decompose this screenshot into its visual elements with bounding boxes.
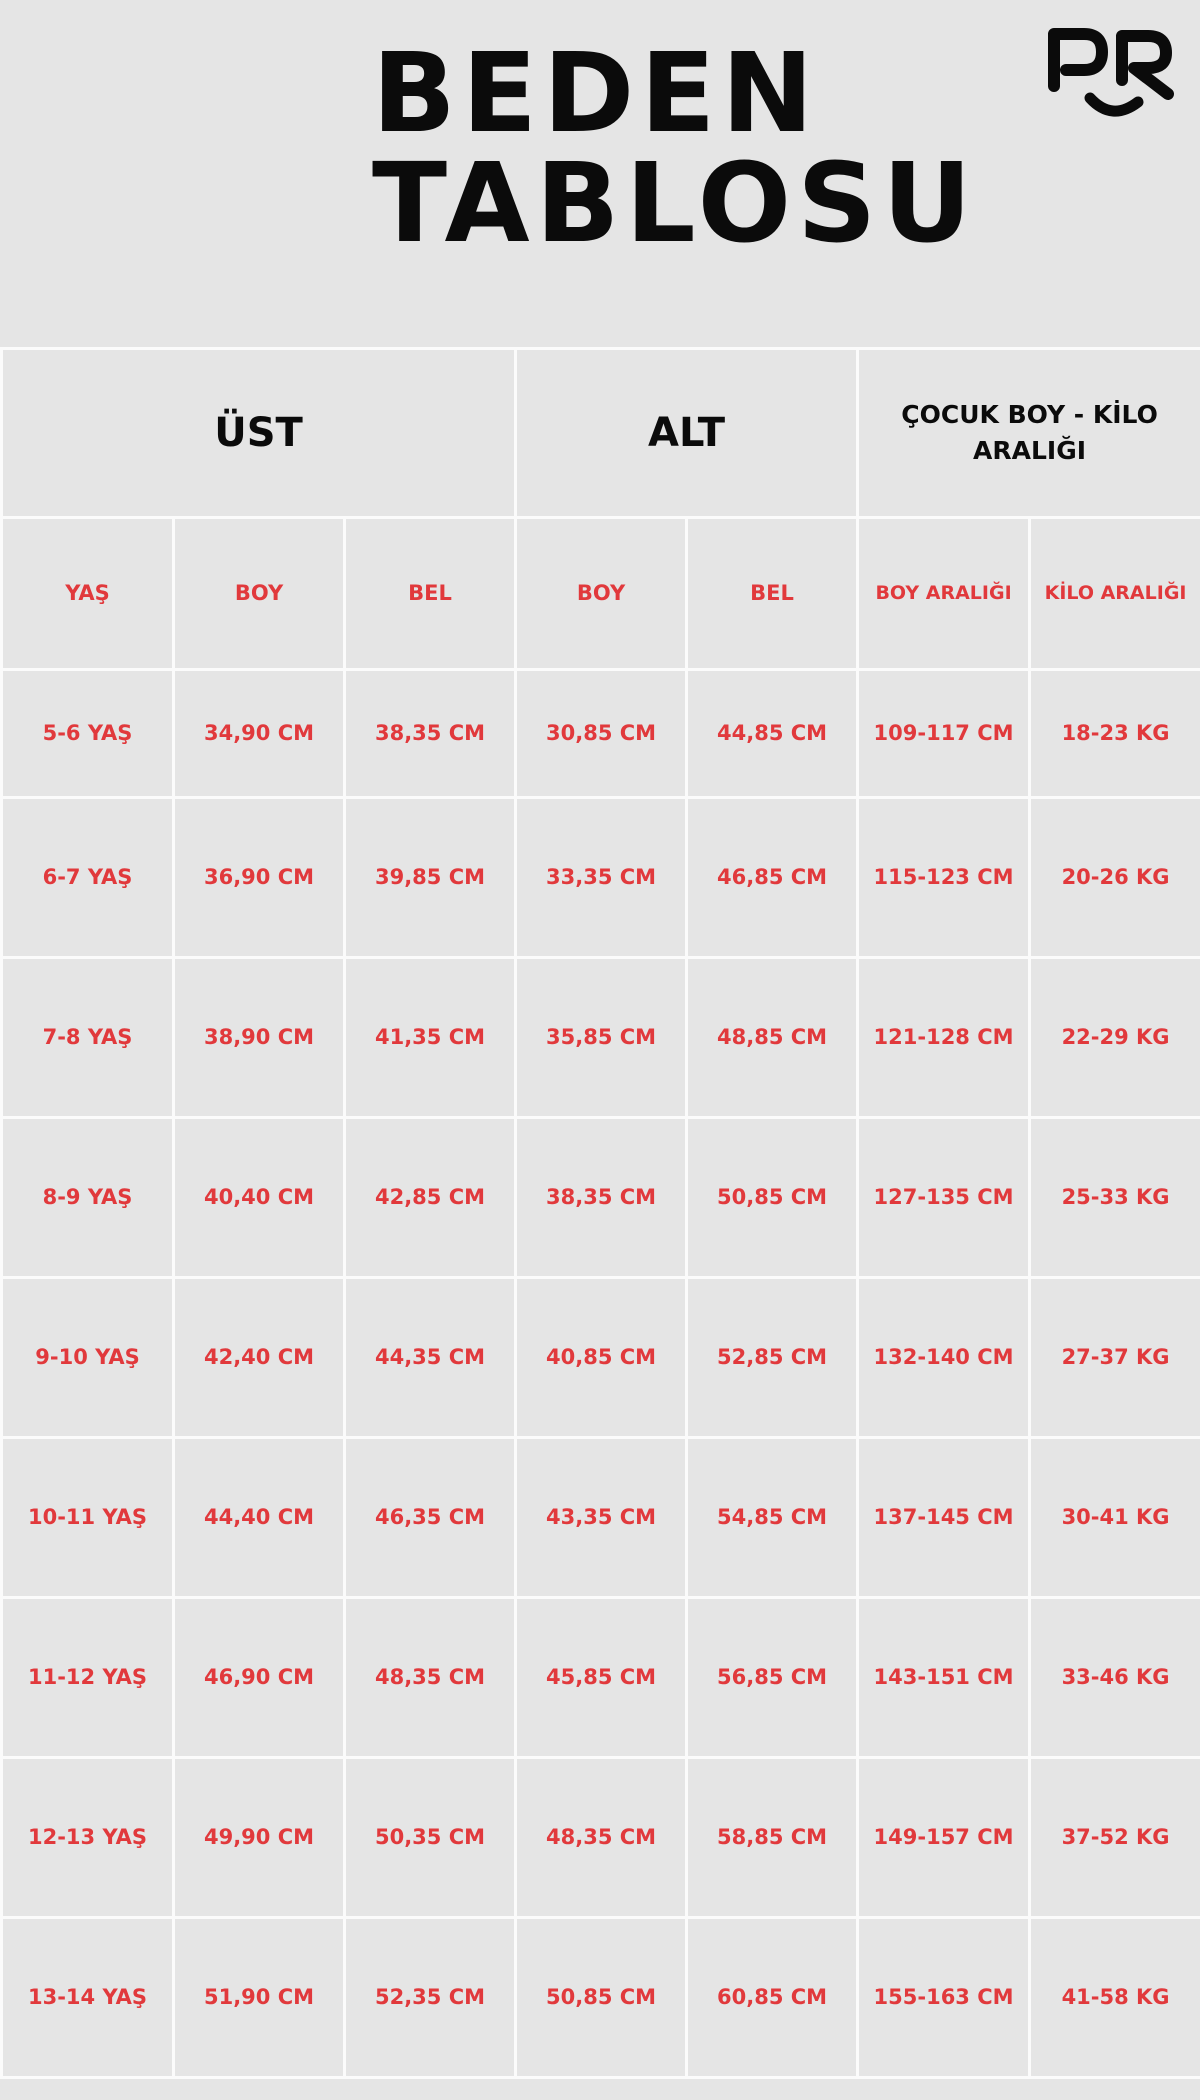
- table-row: [2, 798, 1200, 958]
- ust-boy-cell: 51,90 CM: [174, 1918, 345, 2078]
- kilo-araligi-cell: 25-33 KG: [1030, 1118, 1200, 1278]
- kilo-araligi-cell: 33-46 KG: [1030, 1598, 1200, 1758]
- ust-bel-cell: 50,35 CM: [345, 1758, 516, 1918]
- size-chart-table: [0, 347, 1200, 2079]
- boy-araligi-cell: 132-140 CM: [858, 1278, 1030, 1438]
- age-cell: 5-6 YAŞ: [2, 670, 174, 798]
- column-header-alt-boy: BOY: [516, 518, 687, 670]
- column-header-alt-bel: BEL: [687, 518, 858, 670]
- kilo-araligi-cell: 30-41 KG: [1030, 1438, 1200, 1598]
- column-header-kilo-araligi: KİLO ARALIĞI: [1030, 518, 1200, 670]
- ust-boy-cell: 34,90 CM: [174, 670, 345, 798]
- kilo-araligi-cell: 37-52 KG: [1030, 1758, 1200, 1918]
- alt-boy-cell: 43,35 CM: [516, 1438, 687, 1598]
- column-header-boy-araligi: BOY ARALIĞI: [858, 518, 1030, 670]
- table-row: [2, 1278, 1200, 1438]
- ust-boy-cell: 40,40 CM: [174, 1118, 345, 1278]
- group-header-ust: ÜST: [2, 349, 516, 518]
- table-row: [2, 1918, 1200, 2078]
- table-row: [2, 958, 1200, 1118]
- alt-bel-cell: 52,85 CM: [687, 1278, 858, 1438]
- page-title: [372, 29, 978, 267]
- column-header-row: [2, 518, 1200, 670]
- boy-araligi-cell: 115-123 CM: [858, 798, 1030, 958]
- boy-araligi-cell: 143-151 CM: [858, 1598, 1030, 1758]
- ust-bel-cell: 41,35 CM: [345, 958, 516, 1118]
- boy-araligi-cell: 155-163 CM: [858, 1918, 1030, 2078]
- ust-boy-cell: 46,90 CM: [174, 1598, 345, 1758]
- ust-bel-cell: 38,35 CM: [345, 670, 516, 798]
- ust-bel-cell: 46,35 CM: [345, 1438, 516, 1598]
- alt-boy-cell: 50,85 CM: [516, 1918, 687, 2078]
- age-cell: 11-12 YAŞ: [2, 1598, 174, 1758]
- ust-boy-cell: 49,90 CM: [174, 1758, 345, 1918]
- alt-boy-cell: 48,35 CM: [516, 1758, 687, 1918]
- age-cell: 6-7 YAŞ: [2, 798, 174, 958]
- boy-araligi-cell: 127-135 CM: [858, 1118, 1030, 1278]
- alt-boy-cell: 35,85 CM: [516, 958, 687, 1118]
- age-cell: 8-9 YAŞ: [2, 1118, 174, 1278]
- alt-boy-cell: 33,35 CM: [516, 798, 687, 958]
- kilo-araligi-cell: 22-29 KG: [1030, 958, 1200, 1118]
- alt-bel-cell: 56,85 CM: [687, 1598, 858, 1758]
- ust-boy-cell: 36,90 CM: [174, 798, 345, 958]
- age-cell: 10-11 YAŞ: [2, 1438, 174, 1598]
- ust-boy-cell: 44,40 CM: [174, 1438, 345, 1598]
- alt-boy-cell: 30,85 CM: [516, 670, 687, 798]
- alt-bel-cell: 50,85 CM: [687, 1118, 858, 1278]
- alt-bel-cell: 54,85 CM: [687, 1438, 858, 1598]
- boy-araligi-cell: 137-145 CM: [858, 1438, 1030, 1598]
- table-row: [2, 1118, 1200, 1278]
- column-header-ust-boy: BOY: [174, 518, 345, 670]
- ust-boy-cell: 38,90 CM: [174, 958, 345, 1118]
- age-cell: 9-10 YAŞ: [2, 1278, 174, 1438]
- page-title-line-2: TABLOSU: [372, 139, 978, 267]
- alt-bel-cell: 60,85 CM: [687, 1918, 858, 2078]
- alt-bel-cell: 46,85 CM: [687, 798, 858, 958]
- pr-logo-icon: [1040, 22, 1180, 126]
- kilo-araligi-cell: 27-37 KG: [1030, 1278, 1200, 1438]
- ust-bel-cell: 52,35 CM: [345, 1918, 516, 2078]
- column-header-ust-bel: BEL: [345, 518, 516, 670]
- ust-bel-cell: 39,85 CM: [345, 798, 516, 958]
- table-row: [2, 1758, 1200, 1918]
- table-row: [2, 1438, 1200, 1598]
- ust-bel-cell: 48,35 CM: [345, 1598, 516, 1758]
- group-header-row: [2, 349, 1200, 518]
- table-row: [2, 670, 1200, 798]
- alt-bel-cell: 48,85 CM: [687, 958, 858, 1118]
- ust-bel-cell: 44,35 CM: [345, 1278, 516, 1438]
- boy-araligi-cell: 109-117 CM: [858, 670, 1030, 798]
- column-header-yas: YAŞ: [2, 518, 174, 670]
- table-row: [2, 1598, 1200, 1758]
- age-cell: 13-14 YAŞ: [2, 1918, 174, 2078]
- alt-boy-cell: 40,85 CM: [516, 1278, 687, 1438]
- alt-bel-cell: 44,85 CM: [687, 670, 858, 798]
- kilo-araligi-cell: 20-26 KG: [1030, 798, 1200, 958]
- ust-boy-cell: 42,40 CM: [174, 1278, 345, 1438]
- boy-araligi-cell: 149-157 CM: [858, 1758, 1030, 1918]
- kilo-araligi-cell: 18-23 KG: [1030, 670, 1200, 798]
- ust-bel-cell: 42,85 CM: [345, 1118, 516, 1278]
- kilo-araligi-cell: 41-58 KG: [1030, 1918, 1200, 2078]
- boy-araligi-cell: 121-128 CM: [858, 958, 1030, 1118]
- alt-bel-cell: 58,85 CM: [687, 1758, 858, 1918]
- group-header-alt: ALT: [516, 349, 858, 518]
- group-header-cocuk-boy-kilo: ÇOCUK BOY - KİLO ARALIĞI: [858, 349, 1200, 518]
- age-cell: 7-8 YAŞ: [2, 958, 174, 1118]
- page-title-line-1: BEDEN: [372, 29, 820, 157]
- alt-boy-cell: 38,35 CM: [516, 1118, 687, 1278]
- age-cell: 12-13 YAŞ: [2, 1758, 174, 1918]
- alt-boy-cell: 45,85 CM: [516, 1598, 687, 1758]
